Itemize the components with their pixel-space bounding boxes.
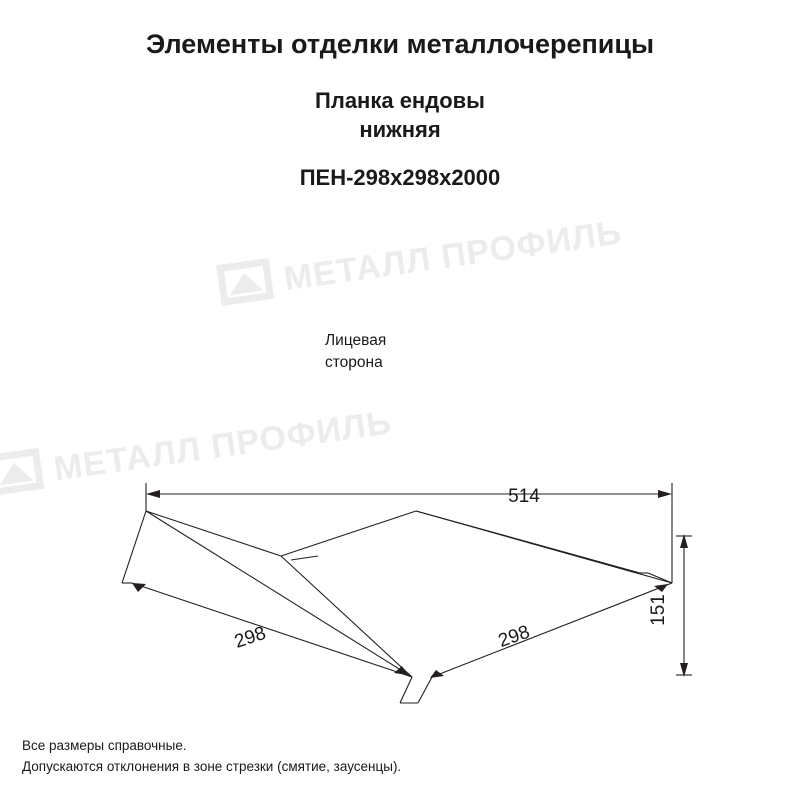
arrow-top-left (146, 490, 160, 498)
dimension-height-151: 151 (648, 594, 669, 626)
watermark-text-2: МЕТАЛЛ ПРОФИЛЬ (51, 403, 395, 489)
watermark-text: МЕТАЛЛ ПРОФИЛЬ (281, 213, 625, 299)
profile-left-panel-bottom (132, 583, 412, 677)
arrow-top-right (658, 490, 672, 498)
profile-left-fold (122, 511, 146, 583)
profile-right-panel-top (416, 511, 640, 573)
page-title: Элементы отделки металлочерепицы (145, 29, 655, 59)
face-label-line1: Лицевая (325, 332, 387, 349)
footer-note (22, 736, 401, 778)
profile-top-right-edge (281, 511, 416, 556)
profile-top-left-edge (146, 511, 281, 556)
product-code: ПЕН-298х298х2000 (299, 165, 501, 191)
product-name-line1: Планка ендовы (315, 87, 485, 113)
footer-line-2: Допускаются отклонения в зоне стрезки (смятие, заусенцы). (22, 759, 402, 775)
leader-face-label (291, 556, 318, 560)
profile-crease-left (281, 556, 412, 677)
dimension-right-298: 298 (495, 621, 533, 653)
footer-line-1: Все размеры справочные. (22, 738, 187, 754)
profile-valley-left (400, 677, 412, 703)
profile-valley-right (418, 677, 432, 703)
profile-right-panel-bottom (432, 583, 672, 677)
dimension-left-298: 298 (231, 622, 269, 653)
product-name-line2: нижняя (359, 117, 441, 143)
arrow-right-298-end (654, 584, 668, 592)
technical-drawing (0, 200, 800, 653)
profile-left-panel-face (146, 511, 412, 677)
arrow-right-298-start (430, 670, 444, 678)
profile-right-fold (648, 573, 672, 583)
header (0, 0, 800, 191)
dimension-width-top: 514 (508, 486, 540, 507)
face-label-line2: сторона (325, 354, 383, 371)
